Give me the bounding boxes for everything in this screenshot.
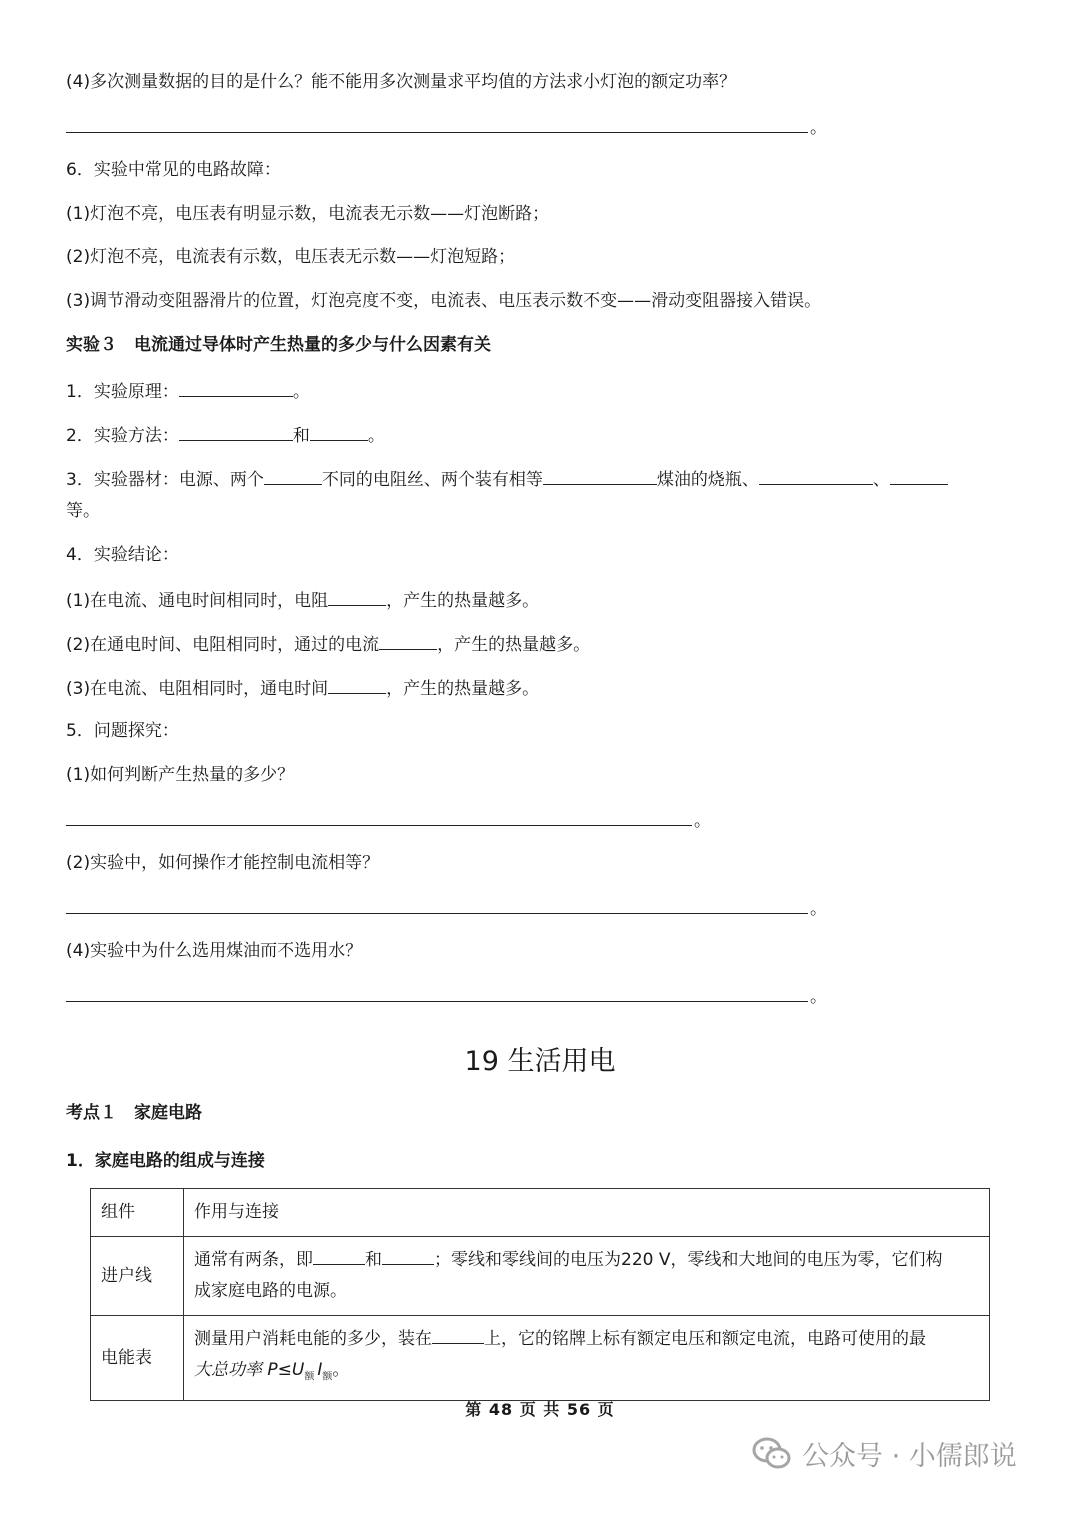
- period: 。: [367, 426, 385, 446]
- formula-subscript: 额: [304, 1371, 315, 1383]
- table-row: [91, 1316, 990, 1401]
- chapter-title: 19 生活用电: [464, 1046, 616, 1077]
- conclusion-text: (2)在通电时间、电阻相同时，通过的电流: [66, 635, 380, 655]
- formula-text: 大总功率 P≤U: [194, 1360, 305, 1380]
- table-header-cell: 作用与连接: [184, 1189, 990, 1237]
- answer-line: [66, 1001, 808, 1002]
- equipment-text: 不同的电阻丝、两个装有相等: [321, 470, 543, 490]
- answer-period: 。: [810, 899, 827, 919]
- fill-blank: [313, 1246, 365, 1265]
- table-cell-description: [184, 1316, 990, 1401]
- and-text: 和: [292, 426, 310, 446]
- formula-subscript: 额: [322, 1371, 333, 1383]
- conclusion-tail: ，产生的热量越多。: [437, 635, 591, 655]
- answer-period: 。: [810, 987, 827, 1007]
- conclusion-tail: ，产生的热量越多。: [386, 591, 540, 611]
- explore-title: 5．问题探究：: [66, 721, 179, 741]
- equipment-end: 等。: [66, 501, 100, 521]
- conclusion-text: (3)在电流、电阻相同时，通电时间: [66, 679, 329, 699]
- period: 。: [332, 1360, 350, 1380]
- cell-text: 通常有两条，即: [194, 1250, 313, 1270]
- explore-question-4: (4)实验中为什么选用煤油而不选用水？: [66, 941, 363, 961]
- answer-line: [66, 132, 808, 133]
- question-4-multi-measure: (4)多次测量数据的目的是什么？能不能用多次测量求平均值的方法求小灯泡的额定功率？: [66, 72, 737, 92]
- fill-blank: [432, 1325, 484, 1344]
- cell-text: 测量用户消耗电能的多少，装在: [194, 1329, 432, 1349]
- fill-blank: [179, 378, 293, 397]
- conclusion-2: [66, 631, 590, 657]
- table-cell-description: [184, 1237, 990, 1316]
- formula-text: I: [317, 1360, 323, 1380]
- conclusion-text: (1)在电流、通电时间相同时，电阻: [66, 591, 329, 611]
- explore-question-1: (1)如何判断产生热量的多少？: [66, 765, 295, 785]
- subsection-heading: 1．家庭电路的组成与连接: [66, 1151, 265, 1171]
- cell-text: 上，它的铭牌上标有额定电压和额定电流，电路可使用的最: [484, 1329, 926, 1349]
- fill-blank: [264, 466, 322, 485]
- page-number-footer: 第 48 页 共 56 页: [465, 1400, 615, 1419]
- conclusion-1: [66, 587, 539, 613]
- answer-period: 。: [810, 118, 827, 138]
- cell-text: ；零线和零线间的电压为220 V，零线和大地间的电压为零，它们构: [434, 1250, 943, 1270]
- fault-item-1: (1)灯泡不亮，电压表有明显示数，电流表无示数——灯泡断路；: [66, 204, 550, 224]
- fill-blank: [759, 466, 873, 485]
- fault-item-2: (2)灯泡不亮，电流表有示数，电压表无示数——灯泡短路；: [66, 247, 516, 267]
- table-header-cell: 组件: [91, 1189, 184, 1237]
- household-circuit-table: [90, 1188, 990, 1401]
- and-text: 和: [365, 1250, 382, 1270]
- fill-blank: [382, 1246, 434, 1265]
- principle-line: [66, 378, 310, 404]
- cell-text: 成家庭电路的电源。: [194, 1281, 347, 1301]
- fill-blank: [310, 422, 368, 441]
- equipment-label: 3．实验器材：电源、两个: [66, 470, 264, 490]
- answer-line: [66, 913, 808, 914]
- table-header-row: [91, 1189, 990, 1237]
- experiment-3-heading: 实验３ 电流通过导体时产生热量的多少与什么因素有关: [66, 335, 491, 355]
- conclusion-tail: ，产生的热量越多。: [386, 679, 540, 699]
- watermark-text: 公众号 · 小儒郎说: [802, 1441, 1017, 1472]
- table-cell-component: 电能表: [91, 1316, 184, 1401]
- method-line: [66, 422, 385, 448]
- fault-item-3: (3)调节滑动变阻器滑片的位置，灯泡亮度不变，电流表、电压表示数不变——滑动变阻器接入错误。: [66, 291, 822, 311]
- equipment-text: 煤油的烧瓶、: [656, 470, 759, 490]
- fill-blank: [379, 631, 437, 650]
- explore-question-2: (2)实验中，如何操作才能控制电流相等？: [66, 853, 380, 873]
- period: 。: [292, 382, 310, 402]
- equipment-line: [66, 466, 948, 492]
- wechat-icon: [752, 1437, 792, 1471]
- fill-blank: [328, 587, 386, 606]
- kaodian-heading: 考点１ 家庭电路: [66, 1103, 202, 1123]
- fill-blank: [543, 466, 657, 485]
- fill-blank: [328, 675, 386, 694]
- fill-blank: [179, 422, 293, 441]
- principle-label: 1．实验原理：: [66, 382, 179, 402]
- conclusion-title: 4．实验结论：: [66, 545, 179, 565]
- watermark: [752, 1434, 1017, 1473]
- method-label: 2．实验方法：: [66, 426, 179, 446]
- conclusion-3: [66, 675, 539, 701]
- answer-period: 。: [694, 811, 711, 831]
- fill-blank: [890, 466, 948, 485]
- table-cell-component: 进户线: [91, 1237, 184, 1316]
- separator: 、: [872, 470, 890, 490]
- answer-line: [66, 825, 692, 826]
- table-row: [91, 1237, 990, 1316]
- faults-title: 6．实验中常见的电路故障：: [66, 160, 281, 180]
